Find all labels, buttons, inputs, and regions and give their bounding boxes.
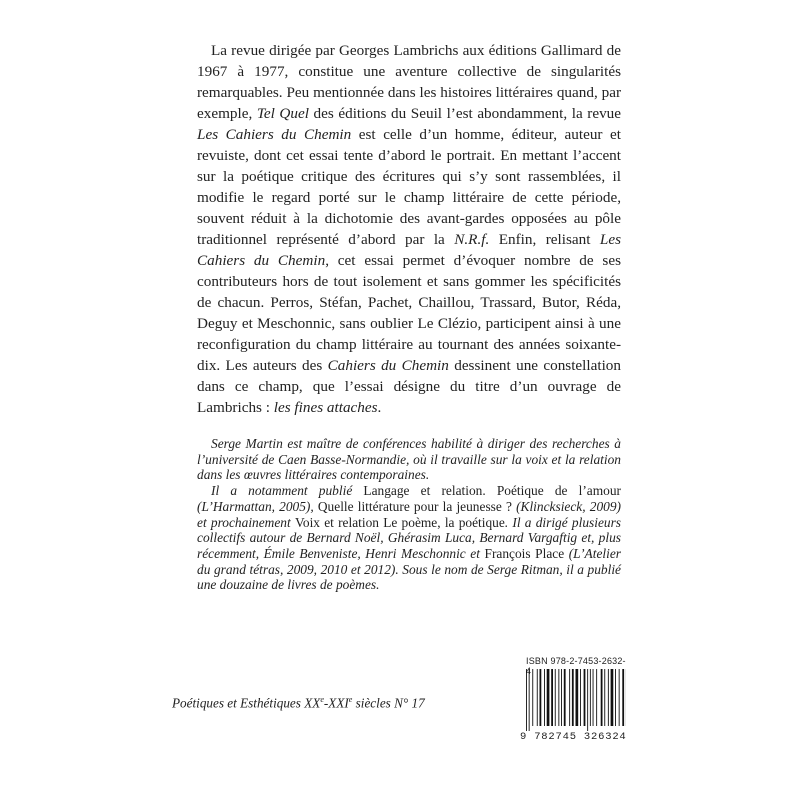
barcode-bar	[569, 669, 570, 726]
barcode-bar	[544, 669, 545, 726]
ean-digits: 9 782745 326324	[520, 731, 627, 743]
barcode-bar	[580, 669, 581, 726]
title-cahiers: Les Cahiers du Chemin	[197, 231, 621, 269]
barcode-bar	[619, 669, 620, 726]
barcode-bar	[529, 669, 530, 731]
barcode-bar	[561, 669, 562, 726]
back-cover-summary	[197, 40, 621, 418]
book-title: Quelle littérature pour la jeunesse ?	[317, 498, 512, 514]
barcode-bar	[587, 669, 588, 731]
author-bio	[197, 436, 621, 593]
barcode-bar	[551, 669, 553, 726]
barcode-bar	[584, 669, 586, 726]
barcode-bar	[615, 669, 616, 726]
barcode-bar	[547, 669, 550, 726]
barcode-bar	[611, 669, 614, 726]
bio-paragraph-2: Il a notamment publié Langage et relation. Poétique de l’amour (L’Harmattan, 2005), Quelle littérature pour la jeunesse ? (Klincksieck, 2009) et prochainement Voix et relation Le poème, la poétique. Il a dirigé plusieurs collectifs autour de Bernard Noël, Ghérasim Luca, Bernard Vargaftig et, plus récemment, Émile Benveniste, Henri Meschonnic et François Place (L’Atelier du grand tétras, 2009, 2010 et 2012). Sous le nom de Serge Ritman, il a publié une douzaine de livres de poèmes.	[197, 483, 622, 593]
barcode-bar	[572, 669, 574, 726]
barcode-bar	[555, 669, 556, 726]
book-title: Voix et relation Le poème, la poétique	[294, 514, 505, 530]
barcode-bar	[526, 669, 527, 731]
title-fines-attaches: les fines attaches	[273, 399, 378, 416]
bio-paragraph-1: Serge Martin est maître de conférences habilité à diriger des recherches à l’université de Caen Basse-Normandie, où il travaille sur la voix et la relation dans les œuvres littéraires contemporaines.	[197, 436, 621, 483]
barcode-bar	[593, 669, 594, 726]
isbn-label: ISBN 978-2-7453-2632-4	[526, 656, 626, 676]
barcode-bar	[601, 669, 603, 726]
person-name: François Place	[484, 545, 565, 561]
barcode-bar	[564, 669, 566, 726]
isbn-barcode	[520, 656, 628, 756]
barcode-bar	[540, 669, 542, 726]
barcode-bar	[590, 669, 591, 726]
barcode-bar	[596, 669, 597, 726]
barcode-bar	[622, 669, 624, 726]
barcode-bar	[537, 669, 538, 726]
title-tel-quel: Tel Quel	[256, 105, 309, 122]
title-nrf: N.R.f.	[454, 231, 490, 248]
book-title: Langage et relation. Poétique de l’amour	[363, 483, 621, 499]
barcode-bar	[576, 669, 579, 726]
title-cahiers: Les Cahiers du Chemin	[197, 126, 352, 143]
barcode-bar	[558, 669, 559, 726]
barcode-bars	[526, 669, 626, 731]
barcode-bar	[532, 669, 533, 726]
barcode-bar	[604, 669, 605, 726]
barcode-bar	[608, 669, 609, 726]
summary-paragraph: La revue dirigée par Georges Lambrichs aux éditions Gallimard de 1967 à 1977, constitue une aventure collective de singularités remarquables. Peu mentionnée dans les histoires littéraires quand, par exemple, Tel Quel des éditions du Seuil l’est abondamment, la revue Les Cahiers du Chemin est celle d’un homme, éditeur, auteur et revuiste, dont cet essai tente d’abord le portrait. En mettant l’accent sur la poétique critique des écritures qui s’y sont rassemblées, il modifie le regard porté sur le champ littéraire de cette période, souvent réduit à la dichotomie des avant-gardes opposées au pôle traditionnel représenté d’abord par la N.R.f. Enfin, relisant Les Cahiers du Chemin, cet essai permet d’évoquer nombre de ses contributeurs hors de tout isolement et sans gommer les spécificités de chacun. Perros, Stéfan, Pachet, Chaillou, Trassard, Butor, Réda, Deguy et Meschonnic, sans oublier Le Clézio, participent ainsi à une reconfiguration du champ littéraire au tournant des années soixante-dix. Les auteurs des Cahiers du Chemin dessinent une constellation dans ce champ, que l’essai désigne du titre d’un ouvrage de Lambrichs : les fines attaches.	[197, 42, 621, 416]
series-title: Poétiques et Esthétiques XXe-XXIe siècles N° 17	[172, 695, 425, 711]
title-cahiers-short: Cahiers du Chemin	[327, 357, 449, 374]
